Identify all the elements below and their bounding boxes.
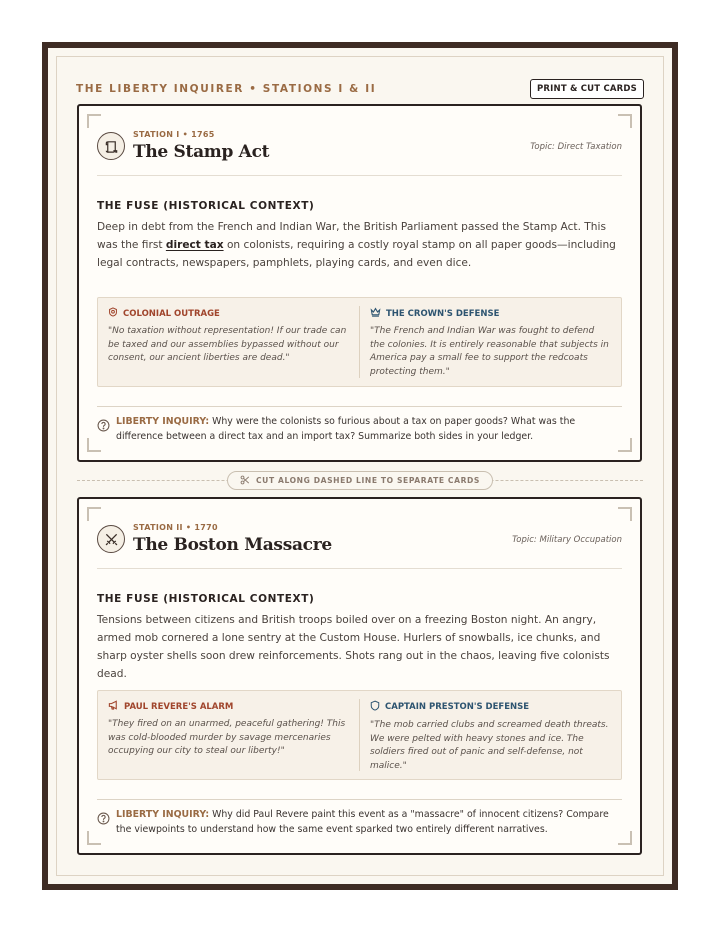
perspective-heading [370,307,611,320]
card-header [97,523,622,569]
print-cut-button[interactable]: PRINT & CUT CARDS [530,79,644,99]
card-title: The Boston Massacre [133,535,332,555]
fuse-heading: THE FUSE (HISTORICAL CONTEXT) [97,200,315,212]
fuse-text: Tensions between citizens and British troops boiled over on a freezing Boston night. An angry, armed mob cornered a lone sentry at the Custom House. Hurlers of snowballs, ice chunks, and sharp oyster shells soon drew reinforcements. Shots rang out in the chaos, leaving five colonists dead. [97,614,610,680]
scroll-icon [97,132,125,160]
inquiry-text [116,414,622,444]
perspective-quote: "The French and Indian War was fought to defend the colonies. It is entirely reasonable that subjects in America pay a small fee to support the redcoats protecting them." [370,326,609,377]
liberty-inquiry [97,406,622,454]
corner-mark [618,114,632,128]
station-label: STATION I • 1765 [133,130,215,139]
topic-label: Topic: Military Occupation [512,535,622,545]
perspective-heading-text: CAPTAIN PRESTON'S DEFENSE [385,702,530,712]
card-title: The Stamp Act [133,142,270,162]
station-label: STATION II • 1770 [133,523,218,532]
inquiry-label: LIBERTY INQUIRY: [116,416,210,427]
question-icon [97,417,110,436]
fuse-text [97,218,620,272]
station-card-stamp-act [77,104,642,462]
perspective-heading [108,700,349,713]
corner-mark [87,507,101,521]
cut-instruction [227,471,493,490]
card-header [97,130,622,176]
badge-icon [108,307,118,320]
crown-icon [370,307,381,320]
liberty-inquiry [97,799,622,847]
cut-separator [77,471,643,489]
crossed-swords-icon [97,525,125,553]
perspective-colonial [98,306,360,378]
cut-label: CUT ALONG DASHED LINE TO SEPARATE CARDS [256,476,480,485]
top-bar [76,78,644,100]
brand-title: THE LIBERTY INQUIRER • STATIONS I & II [76,83,377,95]
page-frame [42,42,678,890]
perspective-quote: "They fired on an unarmed, peaceful gathering! This was cold-blooded murder by savage mercenaries occupying our city to steal our liberty!" [108,719,346,756]
perspective-heading [370,700,611,714]
perspective-preston [360,699,621,771]
perspectives-panel [97,297,622,387]
fuse-bold-term: direct tax [165,239,224,251]
perspective-quote: "The mob carried clubs and screamed death threats. We were pelted with heavy stones and ice. The soldiers fired out of panic and self-defense, not malice." [370,720,609,771]
inquiry-question: Why were the colonists so furious about a tax on paper goods? What was the difference between a direct tax and an import tax? Summarize both sides in your ledger. [116,416,576,442]
perspective-revere [98,699,360,771]
question-icon [97,810,110,829]
perspective-crown [360,306,621,378]
perspective-heading-text: PAUL REVERE'S ALARM [124,701,234,712]
fuse-heading: THE FUSE (HISTORICAL CONTEXT) [97,593,315,605]
inquiry-text [116,807,622,837]
perspective-heading-text: COLONIAL OUTRAGE [123,308,220,319]
fuse-text-part: on colonists, requiring a costly royal stamp on all paper goods—including legal contracts, newspapers, pamphlets, playing cards, and even dice. [97,239,616,269]
corner-mark [618,507,632,521]
topic-label: Topic: Direct Taxation [530,142,622,152]
fuse-text-part: Deep in debt from the French and Indian War, the British Parliament passed the Stamp Act. This was the first [97,221,606,251]
perspectives-panel [97,690,622,780]
perspective-heading [108,307,349,320]
perspective-quote: "No taxation without representation! If our trade can be taxed and our assemblies bypassed without our consent, our ancient liberties are dead." [108,326,347,363]
inquiry-label: LIBERTY INQUIRY: [116,809,210,820]
shield-icon [370,700,380,714]
paper [48,48,672,884]
station-card-boston-massacre [77,497,642,855]
inquiry-question: Why did Paul Revere paint this event as a "massacre" of innocent citizens? Compare the viewpoints to understand how the same event sparked two entirely different narratives. [116,809,609,835]
corner-mark [87,114,101,128]
perspective-heading-text: THE CROWN'S DEFENSE [386,308,500,319]
scissors-icon [240,475,250,487]
megaphone-icon [108,700,119,713]
